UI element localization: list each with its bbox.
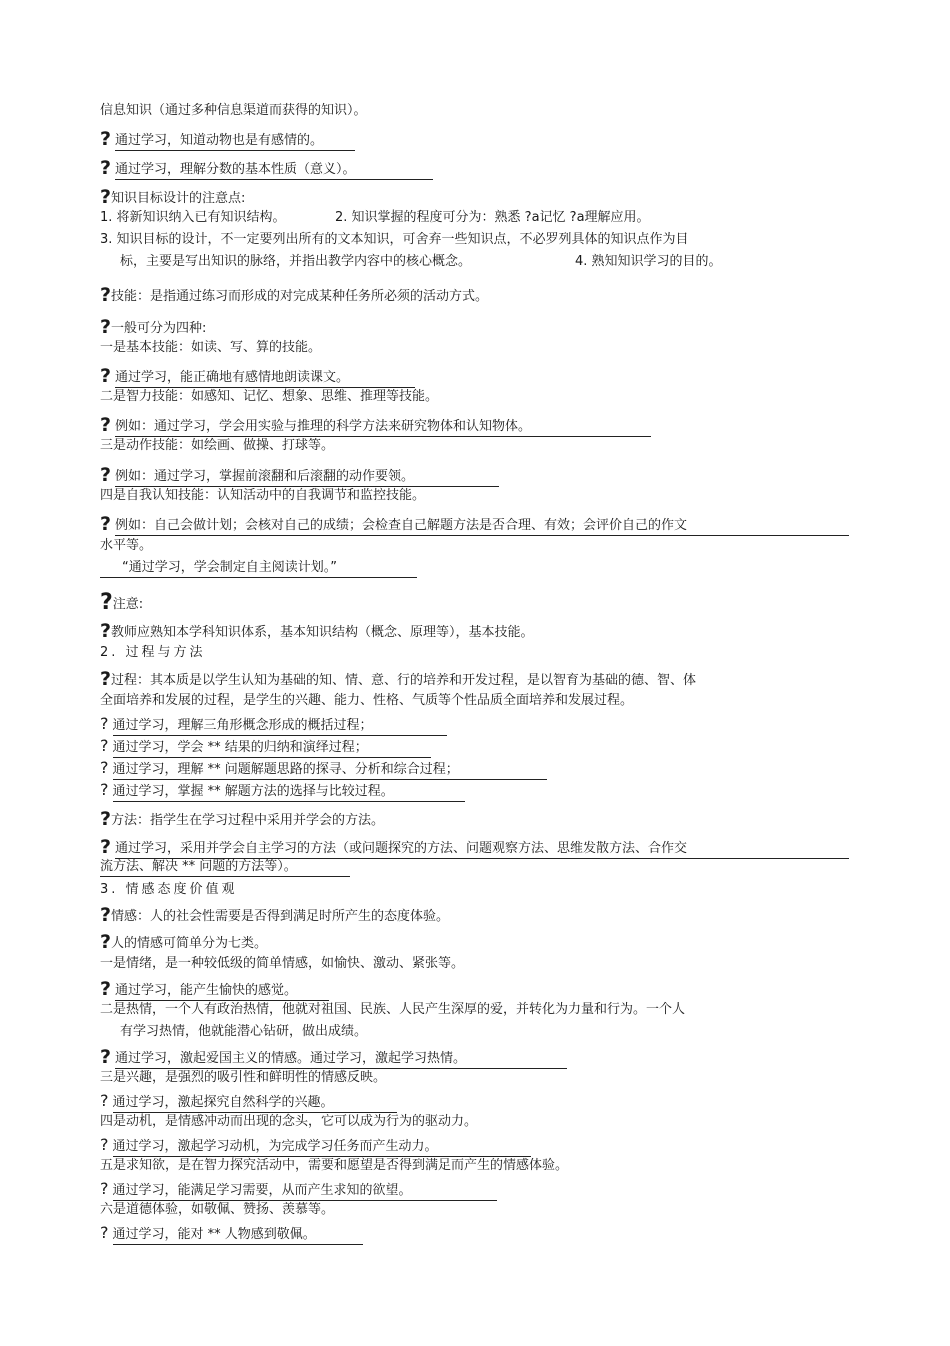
text-line [100,1002,685,1018]
underlined-example: 通过学习，掌握 ** 解题方法的选择与比较过程。 [113,784,465,802]
underlined-example: 通过学习，能满足学习需要，从而产生求知的欲望。 [113,1183,497,1201]
underlined-example: 通过学习，理解三角形概念形成的概括过程； [113,718,447,736]
line-text: 三是兴趣，是强烈的吸引性和鲜明性的情感反映。 [100,1070,387,1085]
text-line [100,389,438,405]
heading-line [100,284,489,306]
text-line [100,438,334,454]
question-mark-icon: ? [100,1135,109,1154]
underlined-example: 例如：通过学习，学会用实验与推理的科学方法来研究物体和认知物体。 [115,419,651,437]
line-text: 信息知识（通过多种信息渠道而获得的知识）。 [100,103,367,118]
bullet-line [100,1046,567,1069]
line-text: 过程：其本质是以学生认知为基础的知、情、意、行的培养和开发过程，是以智育为基础的德、智、体 [111,673,697,688]
underlined-example: 通过学习，采用并学会自主学习的方法（或问题探究的方法、问题观察方法、思维发散方法、合作交 [115,841,849,859]
heading-line [100,808,385,830]
question-mark-icon: ? [100,978,112,1000]
question-mark-icon: ? [100,736,109,755]
line-text: 四是动机，是情感冲动而出现的念头，它可以成为行为的驱动力。 [100,1114,478,1129]
heading-line [100,931,268,953]
bullet-line [100,513,849,536]
text-line [335,210,650,226]
heading-line [100,186,246,208]
line-text: 三是动作技能：如绘画、做操、打球等。 [100,438,335,453]
underlined-example: 例如：通过学习，掌握前滚翻和后滚翻的动作要领。 [115,469,499,487]
question-mark-icon: ? [100,590,113,615]
underlined-example: 通过学习，激起爱国主义的情感。通过学习，激起学习热情。 [115,1051,567,1069]
question-mark-icon: ? [100,931,112,953]
line-text: 有学习热情，他就能潜心钻研，做出成绩。 [120,1024,368,1039]
bullet-line [100,157,433,180]
underlined-example: 通过学习，能正确地有感情地朗读课文。 [115,370,415,388]
bullet-line [100,782,465,802]
text-line [100,340,321,356]
bullet-line [100,1181,497,1201]
heading-line [100,620,534,642]
question-mark-icon: ? [100,1179,109,1198]
underlined-example: 通过学习，激起学习动机，为完成学习任务而产生动力。 [113,1139,531,1157]
section-heading [100,645,206,661]
bullet-line [100,836,849,859]
bullet-line [100,414,651,437]
line-text: 3. 情感态度价值观 [100,882,238,897]
text-line [100,956,464,972]
question-mark-icon: ? [100,365,112,387]
line-text: 方法：指学生在学习过程中采用并学会的方法。 [111,813,385,828]
bullet-line [100,978,329,1001]
text-line [100,1114,477,1130]
underlined-example: 通过学习，学会 ** 结果的归纳和演绎过程； [113,740,431,758]
question-mark-icon: ? [100,758,109,777]
line-text: 标，主要是写出知识的脉络，并指出教学内容中的核心概念。 [120,254,472,269]
underlined-example: 通过学习，能产生愉快的感觉。 [115,983,329,1001]
underlined-example: 通过学习，激起探究自然科学的兴趣。 [113,1095,397,1113]
text-line [100,1158,568,1174]
line-text: 1. 将新知识纳入已有知识结构。 [100,210,286,225]
line-text: 技能：是指通过练习而形成的对完成某种任务所必须的活动方式。 [111,289,489,304]
question-mark-icon: ? [100,1091,109,1110]
text-line [100,859,350,877]
text-line [100,232,689,248]
line-text: 3. 知识目标的设计，不一定要列出所有的文本知识，可舍弃一些知识点，不必罗列具体的知识点作为目 [100,232,689,247]
question-mark-icon: ? [100,128,112,150]
line-text: 四是自我认知技能：认知活动中的自我调节和监控技能。 [100,488,426,503]
line-text: 五是求知欲，是在智力探究活动中，需要和愿望是否得到满足而产生的情感体验。 [100,1158,569,1173]
text-line [100,1070,386,1086]
question-mark-icon: ? [100,464,112,486]
question-mark-icon: ? [100,714,109,733]
bullet-line [100,365,415,388]
underlined-example: 例如：自己会做计划；会核对自己的成绩；会检查自己解题方法是否合理、有效；会评价自己的作文 [115,518,849,536]
heading-line [100,904,450,926]
line-text: 2. 知识掌握的程度可分为：熟悉 ?a记忆 ?a理解应用。 [335,210,650,225]
underlined-example: 通过学习，理解分数的基本性质（意义）。 [115,162,433,180]
line-text: 4. 熟知知识学习的目的。 [575,254,722,269]
line-text: 2. 过程与方法 [100,645,206,660]
question-mark-icon: ? [100,186,112,208]
question-mark-icon: ? [100,668,112,690]
bullet-line [100,1225,363,1245]
question-mark-icon: ? [100,414,112,436]
line-text: 二是智力技能：如感知、记忆、想象、思维、推理等技能。 [100,389,439,404]
question-mark-icon: ? [100,904,112,926]
line-text: 注意: [112,597,144,612]
bullet-line [100,1093,397,1113]
section-heading [100,882,238,898]
question-mark-icon: ? [100,780,109,799]
question-mark-icon: ? [100,808,112,830]
question-mark-icon: ? [100,157,112,179]
bullet-line [100,738,431,758]
bullet-line [100,464,499,487]
line-text: 教师应熟知本学科知识体系，基本知识结构（概念、原理等），基本技能。 [111,625,534,640]
underlined-example: 通过学习，知道动物也是有感情的。 [115,133,355,151]
line-text: 知识目标设计的注意点: [111,191,246,206]
text-line [100,488,425,504]
heading-line [100,668,697,690]
question-mark-icon: ? [100,1046,112,1068]
line-text: 全面培养和发展的过程，是学生的兴趣、能力、性格、气质等个性品质全面培养和发展过程。 [100,693,634,708]
text-line [100,560,417,578]
text-line [100,210,286,226]
text-line [100,693,633,709]
question-mark-icon: ? [100,836,112,858]
question-mark-icon: ? [100,620,112,642]
text-line [120,1024,367,1040]
line-text: 一是情绪，是一种较低级的简单情感，如愉快、激动、紧张等。 [100,956,465,971]
underlined-example: “通过学习，学会制定自主阅读计划。” [100,560,417,578]
heading-line [100,590,144,615]
line-text: 六是道德体验，如敬佩、赞扬、羡慕等。 [100,1202,335,1217]
line-text: 二是热情，一个人有政治热情，他就对祖国、民族、人民产生深厚的爱，并转化为力量和行为。一个人 [100,1002,686,1017]
bullet-line [100,128,355,151]
line-text: 情感：人的社会性需要是否得到满足时所产生的态度体验。 [111,909,450,924]
line-text: 一般可分为四种: [111,321,207,336]
text-line [100,1202,334,1218]
question-mark-icon: ? [100,284,112,306]
line-text: 一是基本技能：如读、写、算的技能。 [100,340,322,355]
underlined-example: 通过学习，能对 ** 人物感到敬佩。 [113,1227,363,1245]
line-text: 人的情感可简单分为七类。 [111,936,268,951]
underlined-example: 流方法、解决 ** 问题的方法等）。 [100,859,350,877]
heading-line [100,316,207,338]
question-mark-icon: ? [100,1223,109,1242]
text-line [575,254,722,270]
line-text: 水平等。 [100,538,153,553]
question-mark-icon: ? [100,316,112,338]
text-line [120,254,471,270]
underlined-example: 通过学习，理解 ** 问题解题思路的探寻、分析和综合过程； [113,762,547,780]
bullet-line [100,716,447,736]
text-line [100,103,367,119]
bullet-line [100,760,547,780]
bullet-line [100,1137,531,1157]
question-mark-icon: ? [100,513,112,535]
text-line [100,538,152,554]
